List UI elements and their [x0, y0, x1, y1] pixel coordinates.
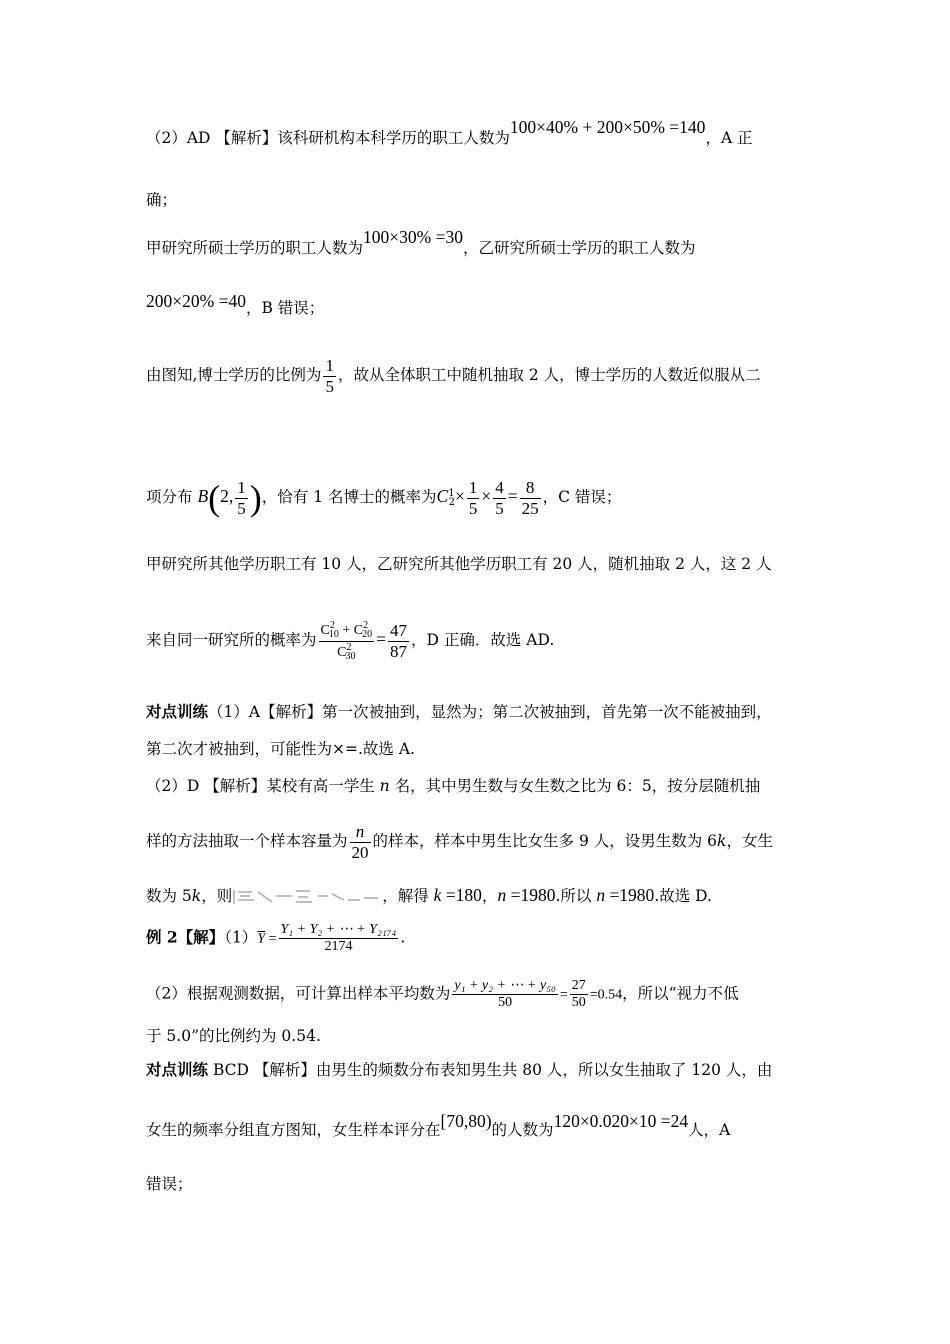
line-2	[146, 188, 177, 210]
l8-den-sup: 2	[346, 641, 352, 653]
l14-den: 2174	[324, 939, 353, 955]
l13-f2: =1980	[506, 885, 556, 905]
l13-k2: k	[433, 885, 442, 905]
l13-p6: .故选 D.	[654, 887, 712, 905]
l15-prefix: （2）根据观测数据，可计算出样本平均数为	[146, 984, 451, 1003]
l5-prefix: 由图知,博士学历的比例为	[146, 366, 322, 385]
l6-suffix: ，C 错误；	[542, 488, 622, 507]
garbled-equation-image	[232, 888, 382, 906]
l12-frac-den: 20	[351, 842, 369, 862]
l13-p4: ，	[481, 887, 498, 905]
l8-combo-num	[319, 620, 375, 642]
l6-f3-den: 25	[521, 498, 539, 518]
line-19	[146, 1172, 193, 1194]
l8-plus: +	[342, 623, 351, 638]
line-18	[146, 1111, 731, 1140]
l12-p3: ，女生	[726, 832, 773, 851]
l8-num-b-sub: 20	[362, 629, 373, 640]
l14-eq: =	[265, 931, 277, 947]
l15-suffix: ，所以“视力不低	[622, 984, 739, 1003]
l8-combo-den	[319, 642, 375, 663]
l14-p1: （1）	[224, 928, 258, 947]
l12-frac	[350, 822, 371, 862]
l8-f-den: 87	[389, 641, 407, 661]
l13-f3: =1980	[605, 885, 655, 905]
l6-times1: ×	[454, 486, 465, 507]
l8-num-b: C	[353, 623, 364, 638]
l12-p2: 的样本，样本中男生比女生多 9 人，设男生数为 6	[372, 832, 718, 851]
l8-f	[388, 621, 409, 661]
l6-middle: ，恰有 1 名博士的概率为	[261, 488, 437, 507]
l13-p1: 数为 5	[146, 887, 192, 905]
l4-formula: 200×20% =40	[146, 291, 246, 311]
l2-text: 确；	[146, 191, 178, 209]
l3-formula: 100×30% =30	[363, 227, 463, 247]
l15-num: y₁ + y₂ + ⋯ + y₅₀	[452, 978, 557, 995]
l13-n2: n	[596, 885, 606, 905]
l12-prefix: 样的方法抽取一个样本容量为	[146, 832, 348, 851]
l13-p2: ，则	[201, 887, 233, 905]
l9-text: （1）A【解析】第一次被抽到，显然为；第二次被抽到，首先第一次不能被抽到，	[208, 703, 772, 721]
line-10	[146, 737, 415, 759]
l8-num-a-sub: 10	[328, 629, 339, 640]
l8-suffix: ，D 正确．故选 AD.	[410, 631, 555, 649]
l11-p2: 名，其中男生数与女生数之比为 6：5，按分层随机抽	[389, 777, 761, 795]
l10-text: 第二次才被抽到，可能性为×=.故选 A.	[146, 740, 415, 758]
line-13	[146, 884, 712, 906]
l5-frac-den: 5	[325, 376, 334, 396]
l14-bold: 例 2【解】	[146, 927, 225, 947]
l1-formula: 100×40% + 200×50% =140	[509, 117, 706, 137]
l6-times2: ×	[481, 486, 492, 507]
l6-frac	[235, 478, 248, 518]
l13-p3: ，解得	[382, 887, 434, 905]
l7-text: 甲研究所其他学历职工有 10 人，乙研究所其他学历职工有 20 人，随机抽取 2 人，这 2 人	[146, 555, 772, 573]
l6-C-sup: 1	[448, 488, 455, 500]
l6-f1	[467, 478, 480, 518]
l14-Y: $\overline{Y}$	[257, 931, 266, 947]
l6-prefix: 项分布	[146, 488, 193, 507]
l8-num-a-sup: 2	[329, 620, 335, 631]
l15-val: =0.54	[589, 987, 623, 1003]
l6-frac-num: 1	[237, 478, 246, 497]
l6-f2-num: 4	[495, 478, 504, 497]
l11-p1: （2）D 【解析】某校有高一学生	[146, 777, 380, 795]
l8-combo-fraction	[319, 620, 375, 662]
line-12	[146, 822, 773, 862]
l8-num-b-sup: 2	[363, 620, 369, 631]
l5-suffix: ，故从全体职工中随机抽取 2 人，博士学历的人数近似服从二	[337, 366, 761, 385]
l6-rparen: )	[249, 478, 262, 519]
line-1	[146, 117, 753, 148]
l6-arg1: 2,	[220, 486, 234, 507]
l4-suffix: ，B 错误；	[245, 299, 325, 317]
l17-bold: 对点训练	[146, 1060, 209, 1079]
l19-text: 错误；	[146, 1175, 193, 1193]
l8-eq: =	[376, 629, 386, 649]
l6-f3	[520, 478, 541, 518]
l3-prefix: 甲研究所硕士学历的职工人数为	[146, 239, 364, 257]
line-5	[146, 356, 761, 396]
l14-end: .	[400, 928, 406, 947]
l6-C: C	[436, 486, 449, 507]
line-7	[146, 552, 772, 574]
l18-suffix: 人，A	[688, 1121, 731, 1139]
l1-suffix: ，A 正	[705, 129, 753, 147]
l18-prefix: 女生的频率分组直方图知，女生样本评分在	[146, 1121, 441, 1139]
line-11	[146, 774, 760, 796]
l18-interval: [70,80)	[440, 1111, 492, 1131]
l15-f-num: 27	[570, 978, 588, 995]
l6-lparen: (	[208, 478, 221, 519]
l15-f	[570, 978, 588, 1011]
l8-f-num: 47	[389, 620, 407, 640]
l1-prefix: （2）AD 【解析】该科研机构本科学历的职工人数为	[146, 129, 510, 147]
l15-frac	[452, 978, 557, 1011]
l9-bold: 对点训练	[146, 702, 209, 721]
l14-num: Y₁ + Y₂ + ⋯ + Y₂₁₇₄	[279, 922, 399, 939]
line-17	[146, 1058, 772, 1080]
l6-f1-den: 5	[468, 498, 478, 518]
line-9	[146, 700, 772, 722]
l11-n: n	[379, 777, 390, 795]
l14-frac	[279, 922, 399, 955]
l12-frac-num: n	[350, 822, 371, 843]
l18-formula: 120×0.020×10 =24	[553, 1111, 689, 1131]
line-6	[146, 478, 621, 518]
l13-f1: =180	[441, 885, 482, 905]
l6-f1-num: 1	[468, 478, 478, 497]
l13-n1: n	[497, 885, 507, 905]
l6-C-sub: 2	[448, 497, 455, 509]
l3-suffix: ，乙研究所硕士学历的职工人数为	[462, 239, 696, 257]
l6-f2-den: 5	[495, 498, 504, 518]
line-16	[146, 1024, 321, 1046]
l15-den: 50	[498, 995, 513, 1011]
l5-fraction	[323, 356, 336, 396]
l8-num-a: C	[320, 623, 330, 638]
line-4	[146, 291, 325, 318]
l8-den-sub: 30	[345, 650, 356, 662]
l18-middle: 的人数为	[491, 1121, 554, 1139]
l6-B: B	[197, 486, 209, 507]
line-8	[146, 620, 554, 662]
l15-eq: =	[559, 987, 568, 1003]
l12-k: k	[717, 832, 727, 851]
l6-frac-den: 5	[237, 498, 246, 518]
l8-den: C	[337, 644, 347, 660]
l15-f-den: 50	[571, 995, 586, 1011]
l13-p5: .所以	[555, 887, 597, 905]
line-3	[146, 227, 696, 258]
l8-prefix: 来自同一研究所的概率为	[146, 631, 317, 649]
l6-eq: =	[507, 486, 518, 507]
l17-text: BCD 【解析】由男生的频数分布表知男生共 80 人，所以女生抽取了 120 人，由	[208, 1061, 773, 1079]
line-15	[146, 978, 739, 1011]
l16-text: 于 5.0”的比例约为 0.54.	[146, 1027, 321, 1045]
l13-k: k	[191, 887, 202, 905]
l6-f2	[493, 478, 506, 518]
line-14	[146, 922, 405, 955]
l5-frac-num: 1	[325, 356, 334, 375]
l6-f3-num: 8	[520, 478, 541, 499]
